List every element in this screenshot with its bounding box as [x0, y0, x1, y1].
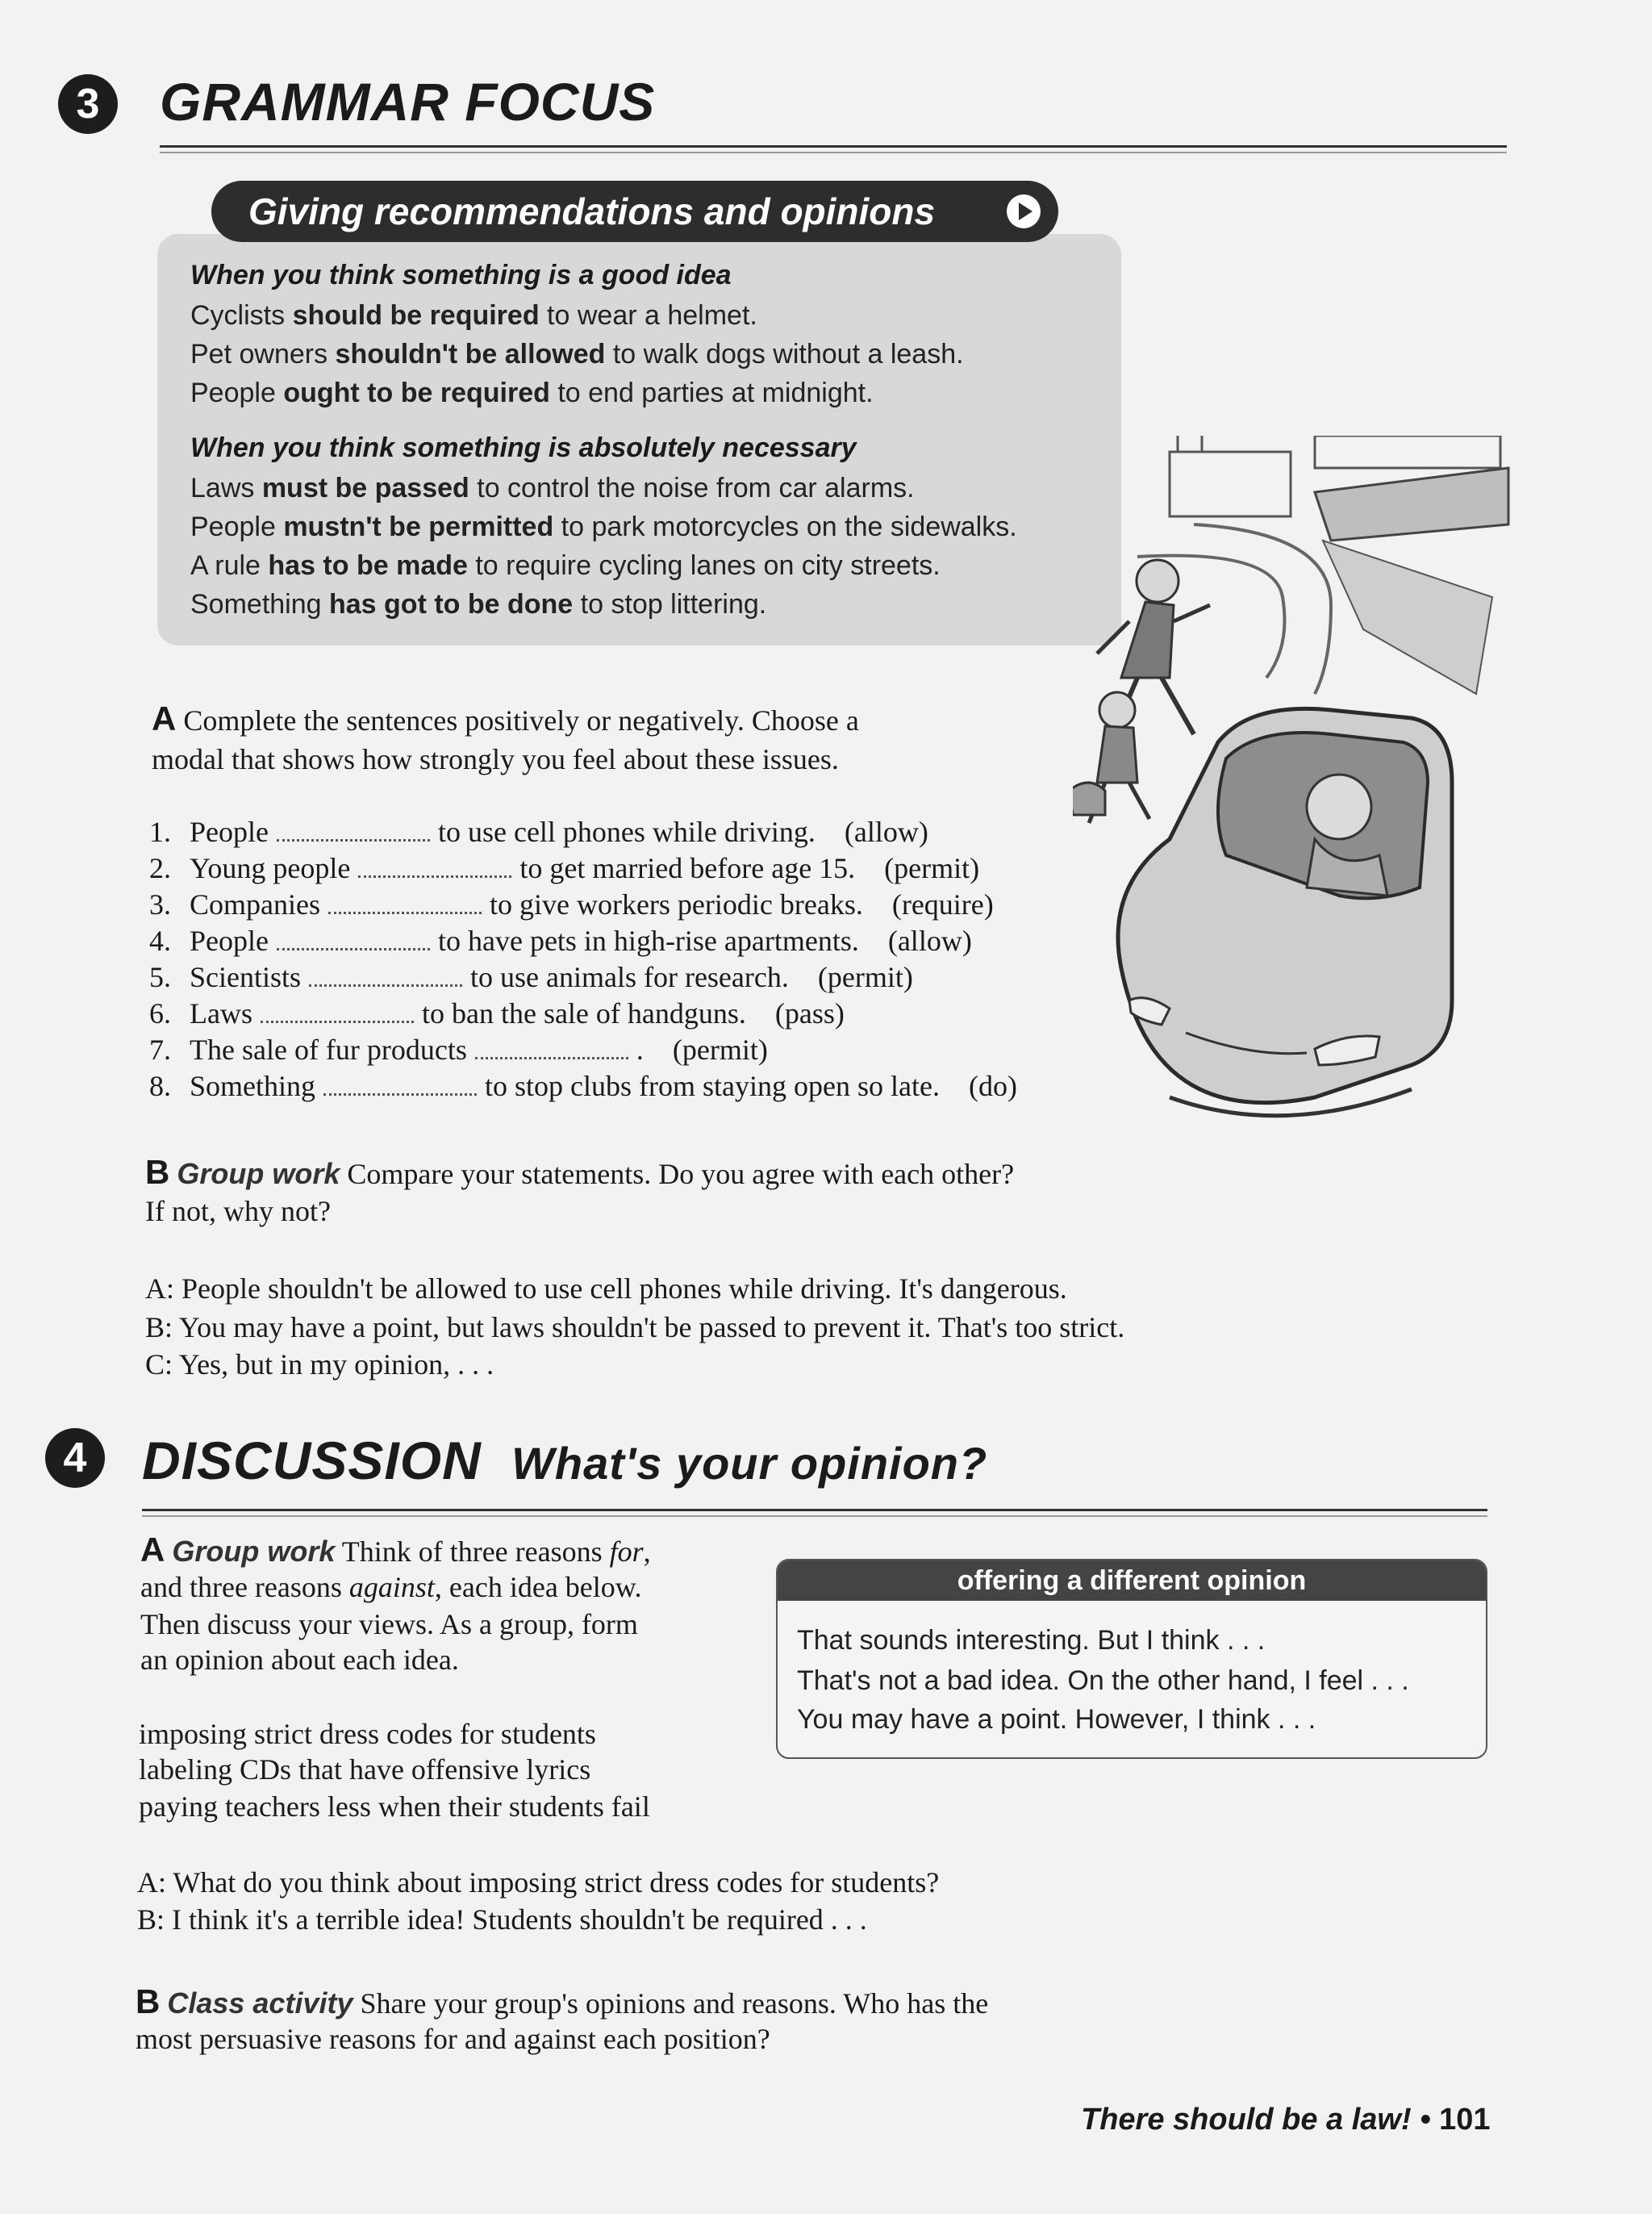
answer-blank[interactable]: [323, 1084, 477, 1096]
exercise-item: 8. Something to stop clubs from staying open so late. (do): [149, 1070, 1017, 1102]
opinion-phrase: That's not a bad idea. On the other hand, I feel . . .: [797, 1665, 1409, 1696]
idea-item: paying teachers less when their students fail: [139, 1790, 650, 1823]
section-4-rule: [142, 1509, 1487, 1511]
audio-play-icon[interactable]: [1007, 194, 1041, 228]
exercise-item: 4. People to have pets in high-rise apartments. (allow): [149, 925, 972, 957]
dialogue-line: B: I think it's a terrible idea! Students shouldn't be required . . .: [137, 1903, 867, 1936]
idea-item: labeling CDs that have offensive lyrics: [139, 1753, 591, 1786]
section-4-part-a-instructions: A Group work Think of three reasons for,: [140, 1531, 651, 1569]
section-3-rule-thin: [160, 152, 1507, 153]
opinion-phrase: You may have a point. However, I think . . .: [797, 1704, 1316, 1735]
dialogue-line: B: You may have a point, but laws shouldn't be passed to prevent it. That's too strict.: [145, 1311, 1125, 1343]
page-number: 101: [1439, 2103, 1491, 2137]
answer-blank[interactable]: [261, 1011, 414, 1023]
answer-blank[interactable]: [328, 902, 482, 914]
grammar-example: Pet owners shouldn't be allowed to walk dogs without a leash.: [190, 339, 964, 370]
answer-blank[interactable]: [475, 1047, 628, 1059]
answer-blank[interactable]: [277, 938, 430, 950]
answer-blank[interactable]: [309, 975, 462, 987]
footer-bullet: •: [1420, 2103, 1431, 2137]
exercise-item: 1. People to use cell phones while driving. (allow): [149, 816, 928, 848]
section-4-number: 4: [45, 1428, 105, 1488]
exercise-item: 3. Companies to give workers periodic breaks. (require): [149, 888, 994, 921]
section-3-part-a-instructions-2: modal that shows how strongly you feel about these issues.: [152, 743, 839, 775]
grammar-example: People mustn't be permitted to park motorcycles on the sidewalks.: [190, 512, 1017, 542]
grammar-example: Cyclists should be required to wear a helmet.: [190, 300, 757, 331]
dialogue-line: A: What do you think about imposing strict dress codes for students?: [137, 1866, 940, 1899]
dialogue-line: C: Yes, but in my opinion, . . .: [145, 1348, 494, 1381]
grammar-example: Something has got to be done to stop littering.: [190, 589, 767, 620]
page-footer: [1081, 2103, 1490, 2137]
offering-opinion-box: [776, 1559, 1487, 1759]
exercise-item: 5. Scientists to use animals for research. (permit): [149, 961, 913, 993]
section-4-part-b-line-2: most persuasive reasons for and against each position?: [136, 2023, 770, 2055]
section-3-rule: [160, 145, 1507, 148]
exercise-item: 7. The sale of fur products . (permit): [149, 1034, 768, 1066]
footer-title: There should be a law!: [1081, 2103, 1412, 2137]
exercise-item: 6. Laws to ban the sale of handguns. (pass): [149, 997, 845, 1030]
section-4-part-a-line-3: Then discuss your views. As a group, form: [140, 1608, 638, 1640]
idea-item: imposing strict dress codes for students: [139, 1718, 596, 1750]
opinion-phrase: That sounds interesting. But I think . . .: [797, 1625, 1266, 1656]
answer-blank[interactable]: [277, 829, 430, 842]
section-4-part-a-line-4: an opinion about each idea.: [140, 1644, 459, 1676]
grammar-example: Laws must be passed to control the noise from car alarms.: [190, 473, 915, 503]
section-4-part-a-line-2: and three reasons against, each idea below.: [140, 1571, 642, 1603]
section-3-part-b-instructions-2: If not, why not?: [145, 1195, 331, 1227]
illustration-driver-on-phone: [1073, 436, 1525, 1146]
section-3-title: GRAMMAR FOCUS: [160, 72, 656, 132]
answer-blank[interactable]: [358, 866, 511, 878]
section-3-number: 3: [58, 74, 118, 134]
section-3-part-b-instructions: B Group work Compare your statements. Do you agree with each other?: [145, 1153, 1015, 1191]
section-4-part-b-instructions: B Class activity Share your group's opinions and reasons. Who has the: [136, 1982, 989, 2020]
exercise-item: 2. Young people to get married before age 15. (permit): [149, 852, 980, 884]
section-3-part-a-instructions: A Complete the sentences positively or negatively. Choose a: [152, 700, 859, 737]
grammar-pill-title: Giving recommendations and opinions: [248, 190, 936, 232]
grammar-example: A rule has to be made to require cycling lanes on city streets.: [190, 550, 941, 581]
dialogue-line: A: People shouldn't be allowed to use cell phones while driving. It's dangerous.: [145, 1272, 1067, 1305]
grammar-heading-necessary: When you think something is absolutely necessary: [190, 432, 857, 463]
section-4-subtitle: What's your opinion?: [511, 1438, 988, 1489]
section-4-rule-thin: [142, 1515, 1487, 1517]
offering-opinion-title: offering a different opinion: [778, 1560, 1486, 1601]
section-4-title: DISCUSSION What's your opinion?: [142, 1431, 988, 1490]
grammar-pill: [211, 181, 1058, 242]
grammar-heading-good-idea: When you think something is a good idea: [190, 260, 732, 290]
grammar-example: People ought to be required to end parties at midnight.: [190, 378, 874, 408]
